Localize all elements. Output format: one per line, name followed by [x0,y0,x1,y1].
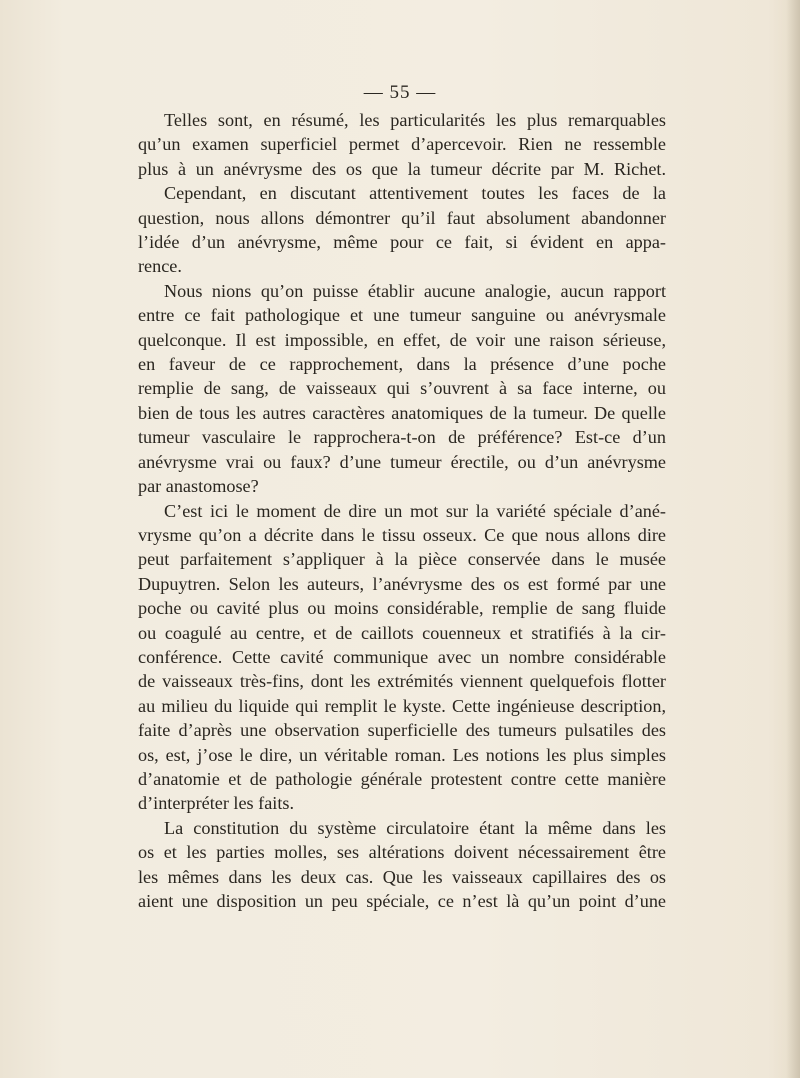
text-line: C’est ici le moment de dire un mot sur la variété spéciale d’ané- [164,500,666,521]
page-edge-shadow [786,0,800,1078]
text-line: os et les parties molles, ses altérations doivent nécessairement être [138,842,666,863]
text-line: conférence. Cette cavité communique avec un nombre considérable [138,646,666,667]
text-line: d’interpréter les faits. [138,793,295,814]
text-line: quelconque. Il est impossible, en effet, de voir une raison sérieuse, [138,329,666,350]
text-line: poche ou cavité plus ou moins considérable, remplie de sang fluide [138,598,666,619]
text-line: Dupuytren. Selon les auteurs, l’anévrysme des os est formé par une [138,573,666,594]
text-line: l’idée d’un anévrysme, même pour ce fait, si évident en appa- [138,232,666,253]
text-line: tumeur vasculaire le rapprochera-t-on de préférence? Est-ce d’un [138,427,666,448]
text-line: Cependant, en discutant attentivement toutes les faces de la [164,183,666,204]
text-line: au milieu du liquide qui remplit le kyste. Cette ingénieuse description, [138,695,666,716]
body-text [138,108,666,913]
text-line: en faveur de ce rapprochement, dans la présence d’une poche [138,354,666,375]
text-line: Telles sont, en résumé, les particularités les plus remarquables [164,110,666,130]
text-line: faite d’après une observation superficielle des tumeurs pulsatiles des [138,720,666,741]
text-line: anévrysme vrai ou faux? d’une tumeur érectile, ou d’un anévrysme [138,451,666,472]
text-line: vrysme qu’on a décrite dans le tissu osseux. Ce que nous allons dire [138,524,666,545]
text-line: par anastomose? [138,476,259,497]
text-line: d’anatomie et de pathologie générale protestent contre cette manière [138,768,666,789]
page-number: — 55 — [363,82,437,103]
text-line: rence. [138,256,182,277]
text-line: Nous nions qu’on puisse établir aucune analogie, aucun rapport [164,280,666,301]
text-line: les mêmes dans les deux cas. Que les vaisseaux capillaires des os [138,866,666,887]
text-line: remplie de sang, de vaisseaux qui s’ouvrent à sa face interne, ou [138,378,666,399]
text-line: plus à un anévrysme des os que la tumeur décrite par M. Richet. [138,158,666,179]
text-line: La constitution du système circulatoire étant la même dans les [164,817,666,838]
text-line: entre ce fait pathologique et une tumeur sanguine ou anévrysmale [138,305,666,326]
text-line: de vaisseaux très-fins, dont les extrémités viennent quelquefois flotter [138,671,666,692]
text-line: bien de tous les autres caractères anatomiques de la tumeur. De quelle [138,402,666,423]
text-line: aient une disposition un peu spéciale, ce n’est là qu’un point d’une [138,891,666,911]
text-line: os, est, j’ose le dire, un véritable roman. Les notions les plus simples [138,744,666,765]
text-line: qu’un examen superficiel permet d’apercevoir. Rien ne ressemble [138,134,666,155]
text-line: peut parfaitement s’appliquer à la pièce conservée dans le musée [138,549,666,570]
text-line: ou coagulé au centre, et de caillots couenneux et stratifiés à la cir- [138,622,666,643]
text-line: question, nous allons démontrer qu’il faut absolument abandonner [138,207,666,228]
